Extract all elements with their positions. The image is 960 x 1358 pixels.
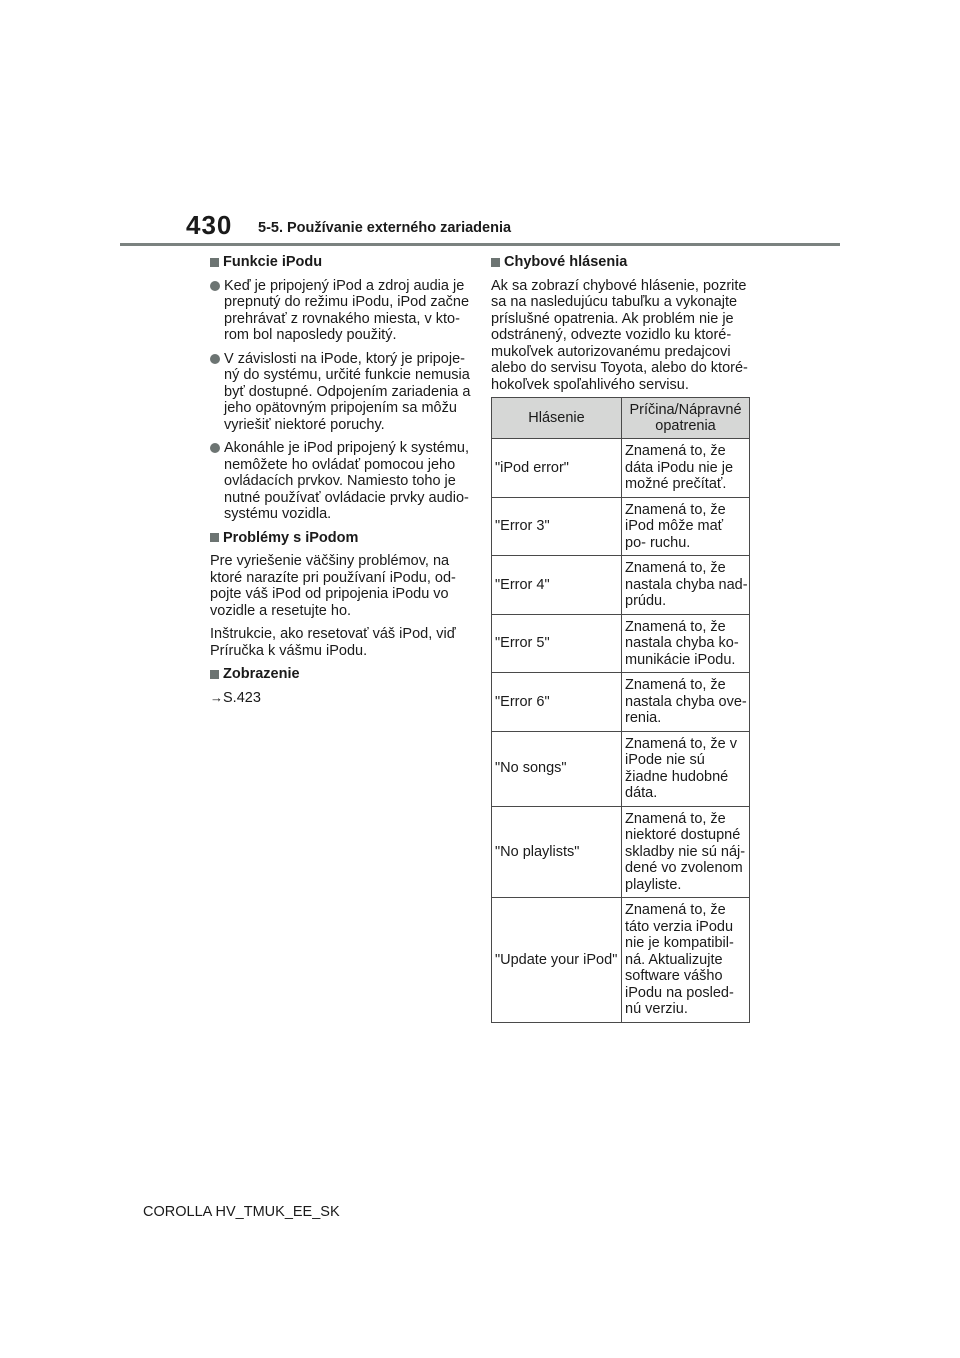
table-cell-message: "No playlists"	[492, 806, 622, 898]
table-cell-cause: Znamená to, že táto verzia iPodu nie je kompatibil- ná. Aktualizujte software vášho iPodu na posled- nú verziu.	[622, 898, 750, 1023]
table-cell-cause: Znamená to, že nastala chyba ko- munikácie iPodu.	[622, 614, 750, 673]
paragraph: Inštrukcie, ako resetovať váš iPod, viď Príručka k vášmu iPodu.	[210, 626, 456, 659]
table-cell-cause: Znamená to, že niektoré dostupné skladby nie sú náj- dené vo zvolenom playliste.	[622, 806, 750, 898]
table-row	[492, 673, 750, 732]
left-column	[210, 254, 472, 706]
table-cell-message: "Error 5"	[492, 614, 622, 673]
table-cell-message: "Error 3"	[492, 497, 622, 556]
bullet-item	[210, 351, 472, 434]
heading-chybove-text: Chybové hlásenia	[504, 254, 628, 270]
table-cell-message: "Error 4"	[492, 556, 622, 615]
bullet-item	[210, 278, 472, 344]
page-reference-link[interactable]	[210, 690, 472, 707]
square-bullet-icon	[210, 533, 219, 542]
table-row	[492, 731, 750, 806]
table-cell-cause: Znamená to, že nastala chyba ove- renia.	[622, 673, 750, 732]
table-header-message: Hlásenie	[492, 398, 622, 439]
header-divider	[120, 243, 840, 246]
table-cell-cause: Znamená to, že dáta iPodu nie je možné prečítať.	[622, 439, 750, 498]
square-bullet-icon	[210, 670, 219, 679]
table-row	[492, 806, 750, 898]
heading-zobrazenie	[210, 666, 472, 683]
table-cell-message: "No songs"	[492, 731, 622, 806]
heading-problemy	[210, 530, 472, 547]
heading-funkcie	[210, 254, 472, 271]
right-column	[491, 254, 753, 400]
table-cell-cause: Znamená to, že nastala chyba nad- prúdu.	[622, 556, 750, 615]
table-cell-message: "iPod error"	[492, 439, 622, 498]
table-header-cause: Príčina/Nápravné opatrenia	[622, 398, 750, 439]
table-cell-cause: Znamená to, že v iPode nie sú žiadne hudobné dáta.	[622, 731, 750, 806]
heading-zobrazenie-text: Zobrazenie	[223, 666, 300, 682]
bullet-text: V závislosti na iPode, ktorý je pripoje- ný do systému, určité funkcie nemusia byť dostupné. Odpojením zariadenia a jeho opätovným pripojením sa môžu vyriešiť niektoré poruchy.	[224, 350, 471, 433]
arrow-right-icon: →	[210, 689, 223, 705]
round-bullet-icon	[210, 443, 220, 453]
page-reference-text: S.423	[223, 689, 261, 706]
table-row	[492, 497, 750, 556]
bullet-text: Keď je pripojený iPod a zdroj audia je prepnutý do režimu iPodu, iPod začne prehrávať z rovnakého miesta, v kto- rom bol naposledy použitý.	[224, 277, 470, 343]
table-cell-cause: Znamená to, že iPod môže mať po- ruchu.	[622, 497, 750, 556]
section-title: 5-5. Používanie externého zariadenia	[258, 220, 512, 236]
square-bullet-icon	[491, 258, 500, 267]
page-number: 430	[186, 210, 233, 240]
intro-paragraph: Ak sa zobrazí chybové hlásenie, pozrite sa na nasledujúcu tabuľku a vykonajte príslušné opatrenia. Ak problém nie je odstránený, odvezte vozidlo ku ktoré- mukoľvek autorizovanému predajcovi alebo do servisu Toyota, alebo do ktoré- hokoľvek spoľahlivého servisu.	[491, 277, 748, 393]
square-bullet-icon	[210, 258, 219, 267]
table-header-row	[492, 398, 750, 439]
footer-model-code: COROLLA HV_TMUK_EE_SK	[143, 1204, 340, 1220]
error-messages-table	[491, 397, 750, 1023]
bullet-item	[210, 440, 472, 523]
table-row	[492, 614, 750, 673]
table-row	[492, 898, 750, 1023]
heading-funkcie-text: Funkcie iPodu	[223, 254, 323, 270]
table-row	[492, 439, 750, 498]
paragraph: Pre vyriešenie väčšiny problémov, na ktoré narazíte pri používaní iPodu, od- pojte váš iPod od pripojenia iPodu vo vozidle a resetujte ho.	[210, 553, 456, 619]
heading-chybove	[491, 254, 753, 271]
table-row	[492, 556, 750, 615]
bullet-text: Akonáhle je iPod pripojený k systému, nemôžete ho ovládať pomocou jeho ovládacích prvkov. Namiesto toho je nutné používať ovládacie prvky audio- systému vozidla.	[224, 440, 470, 522]
heading-problemy-text: Problémy s iPodom	[223, 529, 359, 546]
round-bullet-icon	[210, 281, 220, 291]
round-bullet-icon	[210, 354, 220, 364]
table-cell-message: "Update your iPod"	[492, 898, 622, 1023]
table-cell-message: "Error 6"	[492, 673, 622, 732]
